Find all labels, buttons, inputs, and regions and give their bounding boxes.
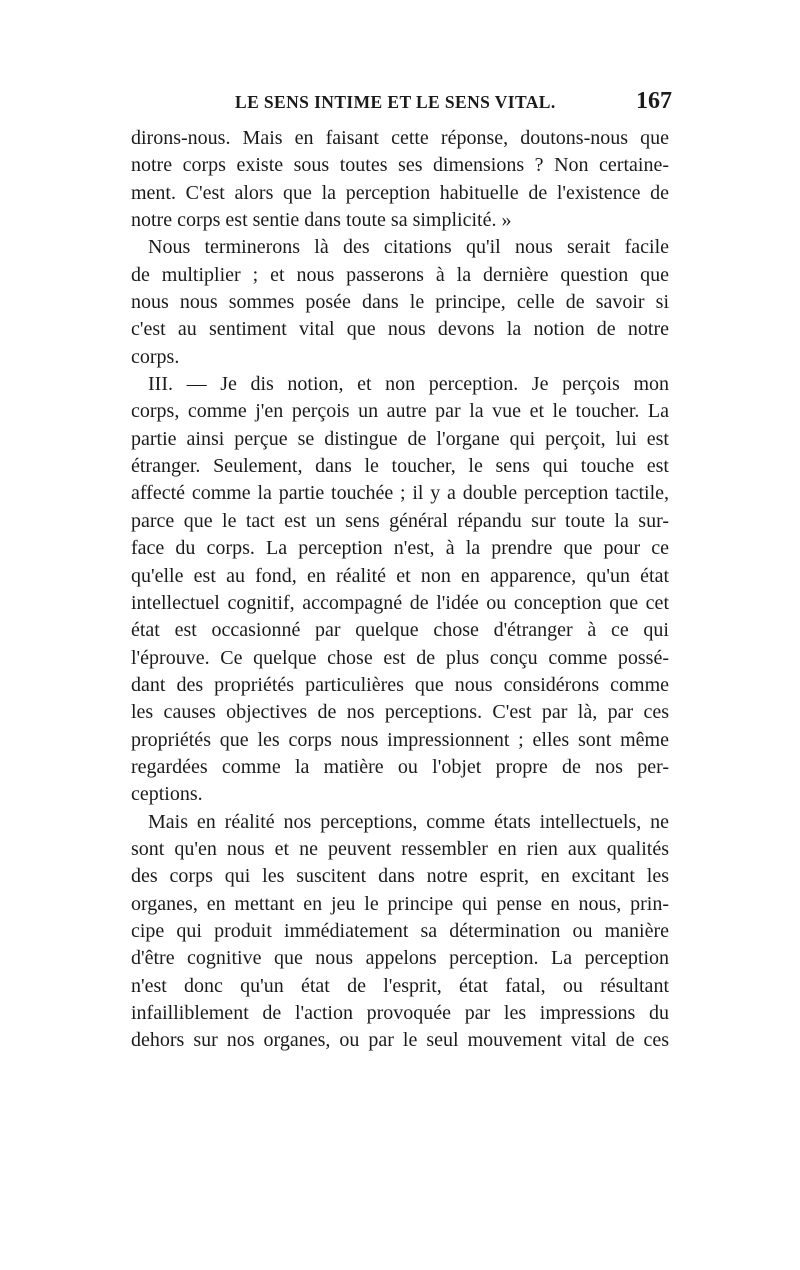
text-line: regardées comme la matière ou l'objet propre de nos per- (131, 755, 669, 778)
text-line: intellectuel cognitif, accompagné de l'idée ou conception que cet (131, 591, 669, 614)
text-line: organes, en mettant en jeu le principe qui pense en nous, prin- (131, 892, 669, 915)
text-line: des corps qui les suscitent dans notre esprit, en excitant les (131, 865, 669, 888)
text-line: corps, comme j'en perçois un autre par la vue et le toucher. La (131, 400, 669, 423)
text-line: c'est au sentiment vital que nous devons la notion de notre (131, 318, 669, 341)
text-line: les causes objectives de nos perceptions. C'est par là, par ces (131, 701, 669, 724)
text-line: sont qu'en nous et ne peuvent ressembler en rien aux qualités (131, 837, 669, 860)
paragraph (131, 125, 669, 234)
text-line: dant des propriétés particulières que nous considérons comme (131, 673, 669, 696)
text-line: corps. (131, 345, 180, 368)
text-line: infailliblement de l'action provoquée par les impressions du (131, 1002, 669, 1024)
page-number: 167 (636, 88, 672, 114)
text-line: partie ainsi perçue se distingue de l'organe qui perçoit, lui est (131, 427, 669, 450)
text-line: d'être cognitive que nous appelons perception. La perception (131, 947, 669, 970)
text-line: notre corps est sentie dans toute sa simplicité. » (131, 209, 512, 232)
text-line: affecté comme la partie touchée ; il y a double perception tactile, (131, 482, 669, 505)
text-line: ment. C'est alors que la perception habituelle de l'existence de (131, 181, 669, 204)
text-line: III. — Je dis notion, et non perception. Je perçois mon (148, 373, 669, 396)
text-line: de multiplier ; et nous passerons à la dernière question que (131, 263, 669, 286)
paragraph (131, 809, 669, 1055)
text-line: l'éprouve. Ce quelque chose est de plus conçu comme possé- (131, 646, 669, 669)
body-text (131, 125, 669, 1055)
running-title: LE SENS INTIME ET LE SENS VITAL. (235, 92, 556, 112)
text-line: parce que le tact est un sens général répandu sur toute la sur- (131, 509, 669, 532)
text-line: dehors sur nos organes, ou par le seul mouvement vital de ces (131, 1029, 669, 1052)
text-line: cipe qui produit immédiatement sa détermination ou manière (131, 919, 669, 942)
text-line: notre corps existe sous toutes ses dimensions ? Non certaine- (131, 154, 669, 177)
text-line: étranger. Seulement, dans le toucher, le sens qui touche est (131, 455, 669, 478)
text-line: état est occasionné par quelque chose d'étranger à ce qui (131, 619, 669, 642)
text-line: dirons-nous. Mais en faisant cette réponse, doutons-nous que (131, 127, 669, 149)
text-line: Nous terminerons là des citations qu'il nous serait facile (148, 236, 669, 259)
text-line: face du corps. La perception n'est, à la prendre que pour ce (131, 537, 669, 560)
text-line: ceptions. (131, 783, 203, 806)
running-head (130, 88, 680, 116)
paragraph (131, 234, 669, 371)
text-line: nous nous sommes posée dans le principe, celle de savoir si (131, 291, 669, 314)
paragraph (131, 371, 669, 809)
text-line: propriétés que les corps nous impressionnent ; elles sont même (131, 728, 669, 751)
text-line: qu'elle est au fond, en réalité et non en apparence, qu'un état (131, 564, 669, 587)
text-line: n'est donc qu'un état de l'esprit, état fatal, ou résultant (131, 974, 669, 997)
text-line: Mais en réalité nos perceptions, comme états intellectuels, ne (148, 810, 669, 833)
